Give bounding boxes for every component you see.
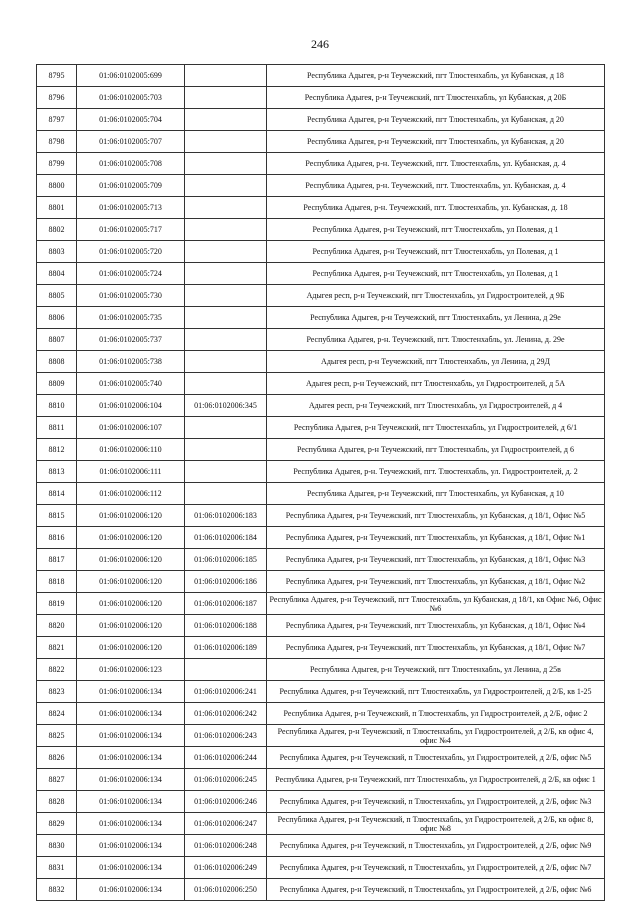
sub-cadastral-number-cell: 01:06:0102006:249 <box>185 857 267 879</box>
address-cell: Республика Адыгея, р-н Теучежский, пгт Тлюстенхабль, ул Кубанская, д 20Б <box>267 87 605 109</box>
table-row <box>37 549 605 571</box>
row-number-cell: 8815 <box>37 505 77 527</box>
row-number-cell: 8799 <box>37 153 77 175</box>
table-row <box>37 263 605 285</box>
cadastral-number-cell: 01:06:0102005:738 <box>77 351 185 373</box>
table-row <box>37 747 605 769</box>
sub-cadastral-number-cell <box>185 659 267 681</box>
address-cell: Республика Адыгея, р-н Теучежский, п Тлюстенхабль, ул Гидростроителей, д 2/Б, офис №3 <box>267 791 605 813</box>
cadastral-number-cell: 01:06:0102006:134 <box>77 725 185 747</box>
sub-cadastral-number-cell <box>185 285 267 307</box>
cadastral-number-cell: 01:06:0102005:735 <box>77 307 185 329</box>
cadastral-number-cell: 01:06:0102005:703 <box>77 87 185 109</box>
sub-cadastral-number-cell: 01:06:0102006:186 <box>185 571 267 593</box>
cadastral-number-cell: 01:06:0102005:699 <box>77 65 185 87</box>
sub-cadastral-number-cell <box>185 175 267 197</box>
page-number: 246 <box>311 37 329 51</box>
table-row <box>37 527 605 549</box>
address-cell: Республика Адыгея, р-н Теучежский, п Тлюстенхабль, ул Гидростроителей, д 2/Б, кв офис 4, офис №4 <box>267 725 605 747</box>
cadastral-number-cell: 01:06:0102006:134 <box>77 835 185 857</box>
row-number-cell: 8811 <box>37 417 77 439</box>
table-row <box>37 153 605 175</box>
table-row <box>37 505 605 527</box>
table-row <box>37 131 605 153</box>
address-cell: Республика Адыгея, р-н. Теучежский, пгт. Тлюстенхабль, ул. Гидростроителей, д. 2 <box>267 461 605 483</box>
address-cell: Республика Адыгея, р-н Теучежский, п Тлюстенхабль, ул Гидростроителей, д 2/Б, офис 2 <box>267 703 605 725</box>
table-row <box>37 439 605 461</box>
sub-cadastral-number-cell: 01:06:0102006:247 <box>185 813 267 835</box>
row-number-cell: 8797 <box>37 109 77 131</box>
table-row <box>37 615 605 637</box>
sub-cadastral-number-cell <box>185 87 267 109</box>
row-number-cell: 8802 <box>37 219 77 241</box>
sub-cadastral-number-cell <box>185 263 267 285</box>
address-cell: Республика Адыгея, р-н Теучежский, пгт Тлюстенхабль, ул Ленина, д 25в <box>267 659 605 681</box>
table-row <box>37 461 605 483</box>
cadastral-number-cell: 01:06:0102006:111 <box>77 461 185 483</box>
address-cell: Республика Адыгея, р-н Теучежский, пгт Тлюстенхабль, ул Гидростроителей, д 2/Б, кв 1-25 <box>267 681 605 703</box>
cadastral-number-cell: 01:06:0102006:107 <box>77 417 185 439</box>
cadastral-number-cell: 01:06:0102006:123 <box>77 659 185 681</box>
row-number-cell: 8796 <box>37 87 77 109</box>
address-cell: Республика Адыгея, р-н Теучежский, п Тлюстенхабль, ул Гидростроителей, д 2/Б, офис №9 <box>267 835 605 857</box>
cadastral-number-cell: 01:06:0102005:724 <box>77 263 185 285</box>
row-number-cell: 8798 <box>37 131 77 153</box>
cadastral-number-cell: 01:06:0102006:134 <box>77 703 185 725</box>
sub-cadastral-number-cell: 01:06:0102006:241 <box>185 681 267 703</box>
sub-cadastral-number-cell: 01:06:0102006:184 <box>185 527 267 549</box>
row-number-cell: 8800 <box>37 175 77 197</box>
row-number-cell: 8804 <box>37 263 77 285</box>
sub-cadastral-number-cell <box>185 153 267 175</box>
address-cell: Республика Адыгея, р-н Теучежский, пгт Тлюстенхабль, ул Кубанская, д 18/1, Офис №1 <box>267 527 605 549</box>
cadastral-number-cell: 01:06:0102006:134 <box>77 791 185 813</box>
cadastral-number-cell: 01:06:0102006:120 <box>77 571 185 593</box>
row-number-cell: 8825 <box>37 725 77 747</box>
address-cell: Республика Адыгея, р-н Теучежский, пгт Тлюстенхабль, ул Кубанская, д 10 <box>267 483 605 505</box>
address-cell: Республика Адыгея, р-н Теучежский, пгт Тлюстенхабль, ул Гидростроителей, д 6 <box>267 439 605 461</box>
address-cell: Республика Адыгея, р-н Теучежский, пгт Тлюстенхабль, ул Кубанская, д 18/1, Офис №4 <box>267 615 605 637</box>
address-cell: Республика Адыгея, р-н Теучежский, пгт Тлюстенхабль, ул Кубанская, д 20 <box>267 109 605 131</box>
table-row <box>37 593 605 615</box>
cadastral-number-cell: 01:06:0102005:740 <box>77 373 185 395</box>
address-cell: Республика Адыгея, р-н Теучежский, пгт Тлюстенхабль, ул Кубанская, д 20 <box>267 131 605 153</box>
address-cell: Республика Адыгея, р-н Теучежский, пгт Тлюстенхабль, ул Кубанская, д 18/1, кв Офис №6, Офис №6 <box>267 593 605 615</box>
cadastral-number-cell: 01:06:0102006:120 <box>77 637 185 659</box>
cadastral-number-cell: 01:06:0102005:707 <box>77 131 185 153</box>
table-row <box>37 395 605 417</box>
cadastral-number-cell: 01:06:0102006:120 <box>77 527 185 549</box>
address-cell: Республика Адыгея, р-н Теучежский, п Тлюстенхабль, ул Гидростроителей, д 2/Б, офис №7 <box>267 857 605 879</box>
sub-cadastral-number-cell: 01:06:0102006:243 <box>185 725 267 747</box>
sub-cadastral-number-cell <box>185 483 267 505</box>
row-number-cell: 8826 <box>37 747 77 769</box>
address-cell: Республика Адыгея, р-н Теучежский, пгт Тлюстенхабль, ул Кубанская, д 18/1, Офис №5 <box>267 505 605 527</box>
registry-table-body <box>37 65 605 901</box>
table-row <box>37 351 605 373</box>
row-number-cell: 8824 <box>37 703 77 725</box>
address-cell: Республика Адыгея, р-н Теучежский, пгт Тлюстенхабль, ул Полевая, д 1 <box>267 263 605 285</box>
table-row <box>37 659 605 681</box>
sub-cadastral-number-cell: 01:06:0102006:187 <box>185 593 267 615</box>
row-number-cell: 8822 <box>37 659 77 681</box>
address-cell: Республика Адыгея, р-н. Теучежский, пгт. Тлюстенхабль, ул. Ленина, д. 29е <box>267 329 605 351</box>
address-cell: Республика Адыгея, р-н. Теучежский, пгт. Тлюстенхабль, ул. Кубанская, д. 4 <box>267 175 605 197</box>
row-number-cell: 8823 <box>37 681 77 703</box>
cadastral-number-cell: 01:06:0102006:134 <box>77 681 185 703</box>
cadastral-number-cell: 01:06:0102005:709 <box>77 175 185 197</box>
table-row <box>37 835 605 857</box>
sub-cadastral-number-cell: 01:06:0102006:244 <box>185 747 267 769</box>
sub-cadastral-number-cell: 01:06:0102006:248 <box>185 835 267 857</box>
cadastral-number-cell: 01:06:0102005:737 <box>77 329 185 351</box>
cadastral-number-cell: 01:06:0102006:134 <box>77 747 185 769</box>
cadastral-number-cell: 01:06:0102005:720 <box>77 241 185 263</box>
row-number-cell: 8808 <box>37 351 77 373</box>
address-cell: Республика Адыгея, р-н Теучежский, п Тлюстенхабль, ул Гидростроителей, д 2/Б, кв офис 8, офис №8 <box>267 813 605 835</box>
address-cell: Республика Адыгея, р-н Теучежский, пгт Тлюстенхабль, ул Ленина, д 29е <box>267 307 605 329</box>
table-row <box>37 373 605 395</box>
cadastral-number-cell: 01:06:0102006:120 <box>77 593 185 615</box>
sub-cadastral-number-cell <box>185 439 267 461</box>
address-cell: Адыгея респ, р-н Теучежский, пгт Тлюстенхабль, ул Гидростроителей, д 4 <box>267 395 605 417</box>
table-row <box>37 879 605 901</box>
sub-cadastral-number-cell: 01:06:0102006:345 <box>185 395 267 417</box>
cadastral-number-cell: 01:06:0102005:730 <box>77 285 185 307</box>
table-row <box>37 571 605 593</box>
sub-cadastral-number-cell <box>185 197 267 219</box>
cadastral-number-cell: 01:06:0102005:713 <box>77 197 185 219</box>
table-row <box>37 681 605 703</box>
table-row <box>37 241 605 263</box>
address-cell: Республика Адыгея, р-н Теучежский, пгт Тлюстенхабль, ул Кубанская, д 18/1, Офис №7 <box>267 637 605 659</box>
address-cell: Адыгея респ, р-н Теучежский, пгт Тлюстенхабль, ул Гидростроителей, д 5А <box>267 373 605 395</box>
sub-cadastral-number-cell <box>185 417 267 439</box>
table-row <box>37 65 605 87</box>
address-cell: Республика Адыгея, р-н. Теучежский, пгт. Тлюстенхабль, ул. Кубанская, д. 4 <box>267 153 605 175</box>
table-row <box>37 725 605 747</box>
row-number-cell: 8803 <box>37 241 77 263</box>
row-number-cell: 8816 <box>37 527 77 549</box>
table-row <box>37 329 605 351</box>
table-row <box>37 483 605 505</box>
address-cell: Республика Адыгея, р-н Теучежский, пгт Тлюстенхабль, ул Гидростроителей, д 2/Б, кв офис 1 <box>267 769 605 791</box>
sub-cadastral-number-cell: 01:06:0102006:242 <box>185 703 267 725</box>
table-row <box>37 417 605 439</box>
row-number-cell: 8809 <box>37 373 77 395</box>
row-number-cell: 8817 <box>37 549 77 571</box>
address-cell: Республика Адыгея, р-н. Теучежский, пгт. Тлюстенхабль, ул. Кубанская, д. 18 <box>267 197 605 219</box>
sub-cadastral-number-cell <box>185 307 267 329</box>
row-number-cell: 8795 <box>37 65 77 87</box>
address-cell: Республика Адыгея, р-н Теучежский, пгт Тлюстенхабль, ул Кубанская, д 18/1, Офис №3 <box>267 549 605 571</box>
sub-cadastral-number-cell: 01:06:0102006:185 <box>185 549 267 571</box>
cadastral-number-cell: 01:06:0102006:120 <box>77 505 185 527</box>
row-number-cell: 8814 <box>37 483 77 505</box>
address-cell: Республика Адыгея, р-н Теучежский, п Тлюстенхабль, ул Гидростроителей, д 2/Б, офис №6 <box>267 879 605 901</box>
address-cell: Республика Адыгея, р-н Теучежский, п Тлюстенхабль, ул Гидростроителей, д 2/Б, офис №5 <box>267 747 605 769</box>
sub-cadastral-number-cell <box>185 329 267 351</box>
sub-cadastral-number-cell <box>185 241 267 263</box>
row-number-cell: 8830 <box>37 835 77 857</box>
address-cell: Адыгея респ, р-н Теучежский, пгт Тлюстенхабль, ул Ленина, д 29Д <box>267 351 605 373</box>
sub-cadastral-number-cell: 01:06:0102006:250 <box>185 879 267 901</box>
table-row <box>37 87 605 109</box>
table-row <box>37 285 605 307</box>
row-number-cell: 8805 <box>37 285 77 307</box>
address-cell: Республика Адыгея, р-н Теучежский, пгт Тлюстенхабль, ул Полевая, д 1 <box>267 241 605 263</box>
cadastral-number-cell: 01:06:0102005:717 <box>77 219 185 241</box>
table-row <box>37 703 605 725</box>
cadastral-number-cell: 01:06:0102006:134 <box>77 879 185 901</box>
cadastral-number-cell: 01:06:0102005:704 <box>77 109 185 131</box>
table-row <box>37 109 605 131</box>
row-number-cell: 8810 <box>37 395 77 417</box>
table-row <box>37 857 605 879</box>
table-row <box>37 219 605 241</box>
cadastral-number-cell: 01:06:0102006:134 <box>77 769 185 791</box>
sub-cadastral-number-cell <box>185 219 267 241</box>
row-number-cell: 8819 <box>37 593 77 615</box>
cadastral-number-cell: 01:06:0102006:134 <box>77 857 185 879</box>
registry-table <box>36 64 605 901</box>
row-number-cell: 8821 <box>37 637 77 659</box>
address-cell: Республика Адыгея, р-н Теучежский, пгт Тлюстенхабль, ул Гидростроителей, д 6/1 <box>267 417 605 439</box>
sub-cadastral-number-cell <box>185 351 267 373</box>
table-row <box>37 813 605 835</box>
cadastral-number-cell: 01:06:0102005:708 <box>77 153 185 175</box>
row-number-cell: 8832 <box>37 879 77 901</box>
address-cell: Республика Адыгея, р-н Теучежский, пгт Тлюстенхабль, ул Кубанская, д 18/1, Офис №2 <box>267 571 605 593</box>
row-number-cell: 8813 <box>37 461 77 483</box>
sub-cadastral-number-cell: 01:06:0102006:246 <box>185 791 267 813</box>
cadastral-number-cell: 01:06:0102006:120 <box>77 549 185 571</box>
sub-cadastral-number-cell <box>185 65 267 87</box>
table-row <box>37 769 605 791</box>
table-row <box>37 197 605 219</box>
table-row <box>37 637 605 659</box>
row-number-cell: 8827 <box>37 769 77 791</box>
sub-cadastral-number-cell <box>185 109 267 131</box>
sub-cadastral-number-cell: 01:06:0102006:189 <box>185 637 267 659</box>
sub-cadastral-number-cell: 01:06:0102006:188 <box>185 615 267 637</box>
row-number-cell: 8812 <box>37 439 77 461</box>
sub-cadastral-number-cell: 01:06:0102006:183 <box>185 505 267 527</box>
row-number-cell: 8831 <box>37 857 77 879</box>
row-number-cell: 8828 <box>37 791 77 813</box>
sub-cadastral-number-cell <box>185 373 267 395</box>
row-number-cell: 8806 <box>37 307 77 329</box>
row-number-cell: 8829 <box>37 813 77 835</box>
table-row <box>37 307 605 329</box>
cadastral-number-cell: 01:06:0102006:112 <box>77 483 185 505</box>
row-number-cell: 8820 <box>37 615 77 637</box>
row-number-cell: 8807 <box>37 329 77 351</box>
sub-cadastral-number-cell <box>185 131 267 153</box>
cadastral-number-cell: 01:06:0102006:120 <box>77 615 185 637</box>
cadastral-number-cell: 01:06:0102006:104 <box>77 395 185 417</box>
address-cell: Адыгея респ, р-н Теучежский, пгт Тлюстенхабль, ул Гидростроителей, д 9Б <box>267 285 605 307</box>
row-number-cell: 8818 <box>37 571 77 593</box>
sub-cadastral-number-cell: 01:06:0102006:245 <box>185 769 267 791</box>
cadastral-number-cell: 01:06:0102006:134 <box>77 813 185 835</box>
row-number-cell: 8801 <box>37 197 77 219</box>
address-cell: Республика Адыгея, р-н Теучежский, пгт Тлюстенхабль, ул Кубанская, д 18 <box>267 65 605 87</box>
table-row <box>37 791 605 813</box>
address-cell: Республика Адыгея, р-н Теучежский, пгт Тлюстенхабль, ул Полевая, д 1 <box>267 219 605 241</box>
table-row <box>37 175 605 197</box>
cadastral-number-cell: 01:06:0102006:110 <box>77 439 185 461</box>
sub-cadastral-number-cell <box>185 461 267 483</box>
